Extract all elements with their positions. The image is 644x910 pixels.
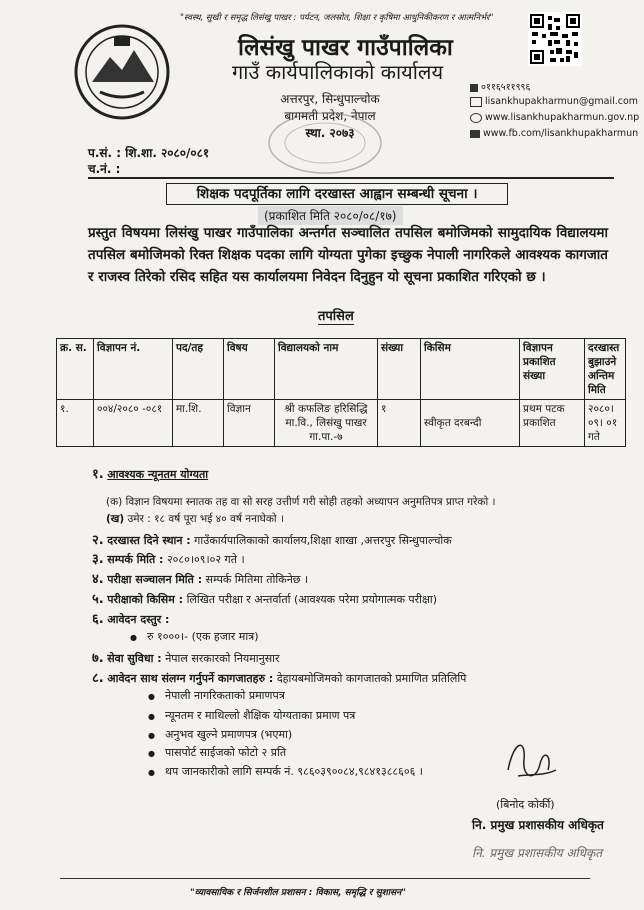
phone-icon [470,84,478,92]
section-1a: (क) विज्ञान विषयमा स्नातक तह वा सो सरह उत्तीर्ण गरी सोही तहको अध्यापन अनुमतिपत्र प्राप्त गरेको । [106,496,496,508]
header-motto: "स्वस्थ, सुखी र समृद्ध लिसंखु पाखर : पर्यटन, जलस्रोत, शिक्षा र कृषिमा आधुनिकीकरण र आत्मनिर्भर" [180,13,494,23]
office-title: लिसंखु पाखर गाउँपालिका [238,35,453,61]
cell-published: प्रथम पटक प्रकाशित [520,400,585,447]
doc-item-5: ● थप जानकारीको लागि सम्पर्क नं. ९८६०३९००८४,९८४१३८८६०६ । [148,764,423,779]
section-1-heading: १. आवश्यक न्यूनतम योग्यता [92,467,209,482]
reference-number: प.सं. : शि.शा. २०८०/०८१ [88,146,210,160]
cell-count: १ [378,400,421,447]
col-deadline: दरखास्त बुझाउने अन्तिम मिति [585,339,626,400]
address-line-1: अत्तरपुर, सिन्धुपाल्चोक [280,92,380,106]
cell-ad-number: ००४/२०८० -०८१ [94,400,173,447]
col-type: किसिम [421,339,520,400]
section-6: ६. आवेदन दस्तुर : [92,612,170,627]
email-icon [470,97,482,107]
contact-facebook[interactable]: www.fb.com/lisankhupakharmun [470,128,638,139]
doc-item-3: ● अनुभव खुल्ने प्रमाणपत्र (भएमा) [148,727,292,742]
cell-school: श्री कफलिङ हरिसिद्धि मा.वि., लिसंखु पाखर गा.पा.-७ [275,400,378,447]
address-line-2: बागमती प्रदेश, नेपाल [284,109,376,123]
section-4: ४. परीक्षा सञ्चालन मिति : सम्पर्क मितिमा तोकिनेछ । [92,572,309,587]
globe-icon [470,113,482,123]
municipality-logo [70,22,174,122]
footer-divider [60,878,590,879]
contact-website[interactable]: www.lisankhupakharmun.gov.np [470,112,639,123]
signatory-title: नि. प्रमुख प्रशासकीय अधिकृत [472,818,604,832]
section-6-fee: ● रु १०००।- (एक हजार मात्र) [130,629,259,644]
section-3: ३. सम्पर्क मिति : २०८०।०९।०२ गते । [92,552,245,567]
doc-item-2: ● न्यूनतम र माथिल्लो शैक्षिक योग्यताका प्रमाण पत्र [148,708,355,723]
dispatch-number: च.नं. : [88,162,121,176]
cell-type: स्वीकृत दरबन्दी [421,400,520,447]
contact-email[interactable]: lisankhupakharmun@gmail.com [470,96,638,107]
cell-sn: १. [57,400,94,447]
table-header-row [57,339,626,400]
notice-paragraph: प्रस्तुत विषयमा लिसंखु पाखर गाउँपालिका अन्तर्गत सञ्चालित तपसिल बमोजिमको सामुदायिक विद्यालयमा तपसिल बमोजिमको रिक्त शिक्षक पदका लागि योग्यता पुगेका इच्छुक नेपाली नागरिकले आवश्यक कागजात र राजस्व तिरेको रसिद सहित यस कार्यालयमा निवेदन दिनुहुन यो सूचना प्रकाशित गरिएको छ । [88,225,608,285]
col-post: पद/तह [173,339,224,400]
cell-post: मा.शि. [173,400,224,447]
established-year: स्था. २०७३ [305,126,355,140]
col-published: विज्ञापन प्रकाशित संख्या [520,339,585,400]
footer-slogan: "व्यावसायिक र सिर्जनशील प्रशासन : विकास, समृद्धि र सुशासन" [190,888,406,898]
schedule-heading: तपसिल [318,306,354,325]
facebook-icon [470,130,480,138]
section-8: ८. आवेदन साथ संलग्न गर्नुपर्ने कागजातहरु : देहायबमोजिमको कागजातको प्रमाणित प्रतिलिपि [92,671,467,686]
office-subtitle: गाउँ कार्यपालिकाको कार्यालय [232,60,444,84]
section-7: ७. सेवा सुविधा : नेपाल सरकारको नियमानुसार [92,651,280,666]
section-5: ५. परीक्षाको किसिम : लिखित परीक्षा र अन्तर्वार्ता (आवश्यक परेमा प्रयोगात्मक परीक्षा) [92,592,438,607]
col-school: विद्यालयको नाम [275,339,378,400]
header-divider [88,177,614,179]
col-sn: क्र. स. [57,339,94,400]
table-row [57,400,626,447]
signatory-stamp: नि. प्रमुख प्रशासकीय अधिकृत [472,846,603,860]
handwritten-signature [500,730,560,790]
cell-subject: विज्ञान [224,400,275,447]
col-count: संख्या [378,339,421,400]
doc-item-4: ● पासपोर्ट साईजको फोटो २ प्रति [148,745,286,760]
notice-title: शिक्षक पदपूर्तिका लागि दरखास्त आह्वान सम्बन्धी सूचना । [166,183,508,205]
section-2: २. दरखास्त दिने स्थान : गाउँकार्यपालिकाको कार्यालय,शिक्षा शाखा ,अत्तरपुर सिन्धुपाल्चोक [92,533,452,548]
office-stamp-watermark [265,108,385,178]
section-1b: (ख) उमेर : १८ वर्ष पूरा भई ४० वर्ष ननाघेको । [106,513,284,525]
contact-phone: ०११६५११९९६ [470,80,530,93]
signatory-name: (बिनोद कोर्की) [496,798,555,811]
published-date: (प्रकाशित मिति २०८०/०८/१७) [258,206,403,225]
col-ad-number: विज्ञापन नं. [94,339,173,400]
cell-deadline: २०८०।०९। ०१ गते [585,400,626,447]
doc-item-1: ● नेपाली नागरिकताको प्रमाणपत्र [148,688,285,703]
qr-code [528,12,582,66]
vacancy-table [56,338,626,447]
col-subject: विषय [224,339,275,400]
